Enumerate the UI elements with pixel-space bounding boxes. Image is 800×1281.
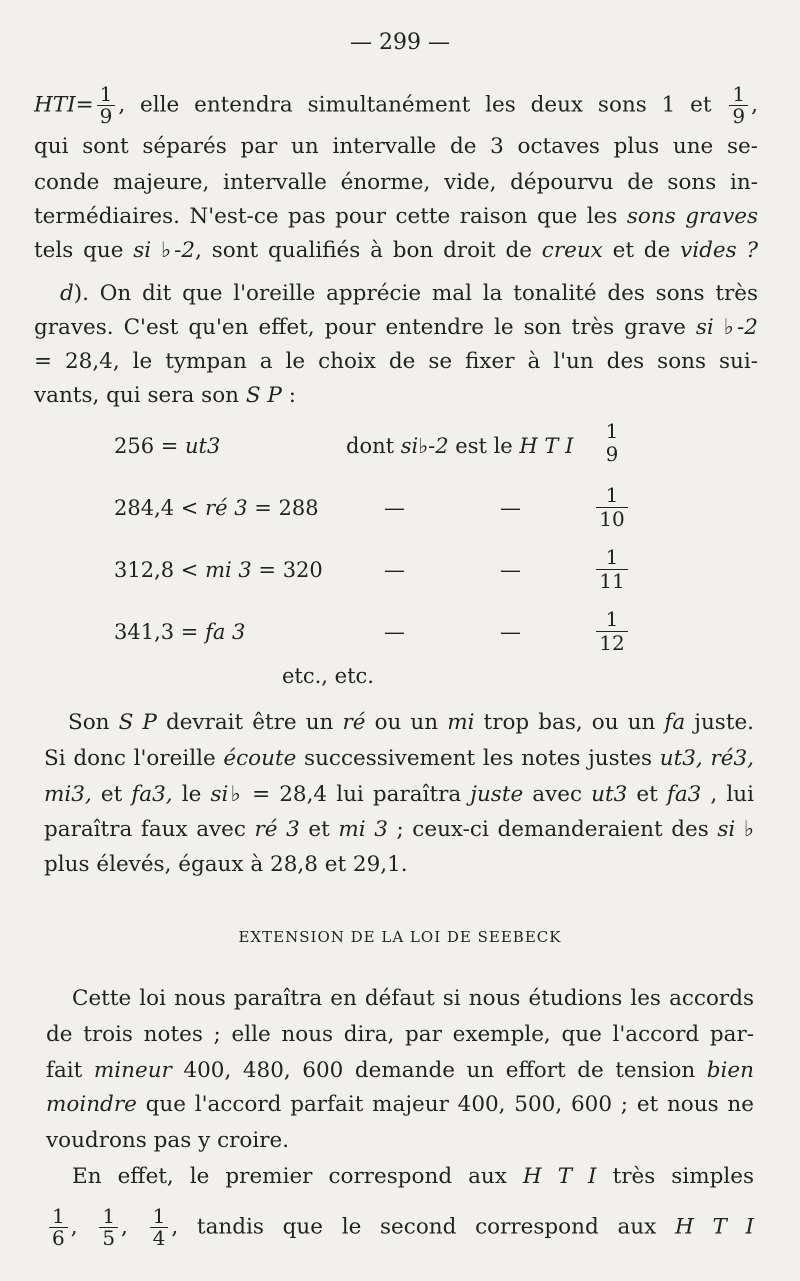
table-dash: — bbox=[384, 496, 405, 520]
text-line: Si donc l'oreille écoute successivement les notes justes ut3, ré3, bbox=[44, 746, 754, 771]
text-line: $\frac{1}{6}$ , $\frac{1}{5}$ , $\frac{1}{4}$ , tandis que le second correspond aux H T I bbox=[46, 1206, 754, 1249]
text-line: termédiaires. N'est-ce pas pour cette raison que les sons graves bbox=[34, 204, 758, 229]
table-fraction: 1 10 bbox=[596, 484, 628, 531]
table-cell-left: 284,4 < ré 3 = 288 bbox=[114, 496, 319, 520]
table-fraction: 1 11 bbox=[596, 546, 628, 593]
fraction: $\frac{1}{5}$ bbox=[99, 1206, 118, 1249]
text-line: moindre que l'accord parfait majeur 400, 500, 600 ; et nous ne bbox=[46, 1092, 754, 1117]
text-line: tels que si ♭-2, sont qualifiés à bon droit de creux et de vides ? bbox=[34, 238, 759, 263]
fraction: $\frac{1}{6}$ bbox=[49, 1206, 68, 1249]
text-line: = 28,4, le tympan a le choix de se fixer à l'un des sons sui- bbox=[34, 349, 758, 374]
page-number: — 299 — bbox=[350, 30, 450, 55]
text-line: graves. C'est qu'en effet, pour entendre le son très grave si ♭-2 bbox=[34, 315, 758, 340]
text-line: paraîtra faux avec ré 3 et mi 3 ; ceux-ci demanderaient des si ♭ bbox=[44, 817, 754, 842]
table-fraction: 1 9 bbox=[605, 419, 619, 466]
fraction: $\frac{1}{4}$ bbox=[150, 1206, 169, 1249]
table-dash: — bbox=[500, 620, 521, 644]
table-etc: etc., etc. bbox=[282, 664, 374, 688]
text-line: Son S P devrait être un ré ou un mi trop bas, ou un fa juste. bbox=[68, 710, 755, 735]
table-cell-mid: dont si♭-2 est le H T I bbox=[346, 434, 574, 458]
text-line: vants, qui sera son S P : bbox=[34, 383, 296, 408]
table-dash: — bbox=[500, 558, 521, 582]
text-line: mi3, et fa3, le si♭ = 28,4 lui paraîtra juste avec ut3 et fa3 , lui bbox=[44, 782, 754, 807]
table-dash: — bbox=[500, 496, 521, 520]
table-dash: — bbox=[384, 620, 405, 644]
text-line: Cette loi nous paraîtra en défaut si nous étudions les accords bbox=[72, 986, 754, 1011]
text-line: d). On dit que l'oreille apprécie mal la tonalité des sons très bbox=[60, 281, 758, 306]
section-heading: EXTENSION DE LA LOI DE SEEBECK bbox=[238, 928, 562, 946]
fraction: $\frac{1}{9}$ bbox=[97, 84, 116, 127]
text-line: de trois notes ; elle nous dira, par exemple, que l'accord par- bbox=[46, 1022, 754, 1047]
text-line: plus élevés, égaux à 28,8 et 29,1. bbox=[44, 852, 408, 877]
hti-label: HTI bbox=[34, 92, 76, 118]
table-fraction: 1 12 bbox=[596, 608, 628, 655]
text-line: fait mineur 400, 480, 600 demande un effort de tension bien bbox=[46, 1058, 754, 1083]
table-cell-left: 256 = ut3 bbox=[114, 434, 221, 458]
text-line: En effet, le premier correspond aux H T I très simples bbox=[72, 1164, 754, 1189]
text-line: qui sont séparés par un intervalle de 3 octaves plus une se- bbox=[34, 134, 758, 159]
fraction: $\frac{1}{9}$ bbox=[729, 84, 748, 127]
text-line: HTI= $\frac{1}{9}$ , elle entendra simultanément les deux sons 1 et $\frac{1}{9}$ , bbox=[34, 82, 758, 128]
text-line: voudrons pas y croire. bbox=[46, 1128, 290, 1153]
text-line: conde majeure, intervalle énorme, vide, dépourvu de sons in- bbox=[34, 170, 758, 195]
table-cell-left: 312,8 < mi 3 = 320 bbox=[114, 558, 323, 582]
table-dash: — bbox=[384, 558, 405, 582]
table-cell-left: 341,3 = fa 3 bbox=[114, 620, 246, 644]
